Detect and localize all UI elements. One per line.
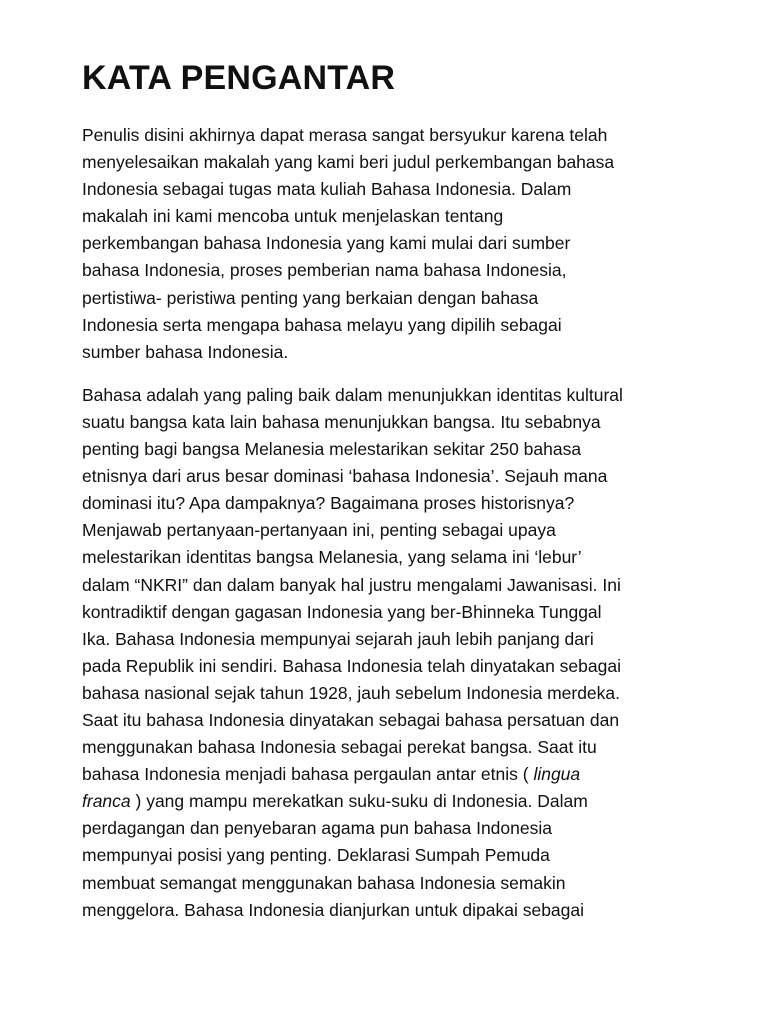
text-line: dalam “NKRI” dan dalam banyak hal justru mengalami Jawanisasi. Ini bbox=[82, 574, 621, 595]
paragraph-1 bbox=[82, 122, 708, 366]
text-line: penting bagi bangsa Melanesia melestarikan sekitar 250 bahasa bbox=[82, 439, 582, 460]
text-line: mempunyai posisi yang penting. Deklarasi Sumpah Pemuda bbox=[82, 845, 550, 866]
text-line: menyelesaikan makalah yang kami beri judul perkembangan bahasa bbox=[82, 152, 615, 173]
page-title: KATA PENGANTAR bbox=[82, 59, 396, 97]
text-line: makalah ini kami mencoba untuk menjelaskan tentang bbox=[82, 206, 504, 227]
text-line: perdagangan dan penyebaran agama pun bahasa Indonesia bbox=[82, 818, 552, 839]
text-segment: ) yang mampu merekatkan suku-suku di Indonesia. Dalam bbox=[130, 791, 588, 812]
text-line: dominasi itu? Apa dampaknya? Bagaimana proses historisnya? bbox=[82, 493, 575, 514]
text-segment: bahasa Indonesia menjadi bahasa pergaulan antar etnis ( bbox=[82, 764, 534, 785]
text-line-with-italic bbox=[82, 761, 708, 788]
paragraph-2 bbox=[82, 382, 708, 924]
text-line: Indonesia serta mengapa bahasa melayu yang dipilih sebagai bbox=[82, 314, 562, 335]
text-line: Ika. Bahasa Indonesia mempunyai sejarah jauh lebih panjang dari bbox=[82, 628, 594, 649]
text-line: Penulis disini akhirnya dapat merasa sangat bersyukur karena telah bbox=[82, 125, 608, 145]
text-line: perkembangan bahasa Indonesia yang kami mulai dari sumber bbox=[82, 233, 571, 254]
text-line: Indonesia sebagai tugas mata kuliah Bahasa Indonesia. Dalam bbox=[82, 179, 572, 200]
text-line: etnisnya dari arus besar dominasi ‘bahasa Indonesia’. Sejauh mana bbox=[82, 466, 608, 487]
text-line: membuat semangat menggunakan bahasa Indonesia semakin bbox=[82, 872, 566, 893]
text-line: melestarikan identitas bangsa Melanesia, yang selama ini ‘lebur’ bbox=[82, 547, 582, 568]
text-line: menggunakan bahasa Indonesia sebagai perekat bangsa. Saat itu bbox=[82, 737, 597, 758]
text-line: pada Republik ini sendiri. Bahasa Indonesia telah dinyatakan sebagai bbox=[82, 655, 621, 676]
text-line: bahasa Indonesia, proses pemberian nama bahasa Indonesia, bbox=[82, 260, 567, 281]
text-line: menggelora. Bahasa Indonesia dianjurkan untuk dipakai sebagai bbox=[82, 899, 585, 920]
text-line-with-italic bbox=[82, 788, 708, 815]
text-line: Bahasa adalah yang paling baik dalam menunjukkan identitas kultural bbox=[82, 384, 623, 405]
text-line: bahasa nasional sejak tahun 1928, jauh sebelum Indonesia merdeka. bbox=[82, 682, 621, 703]
italic-term: lingua bbox=[533, 764, 581, 785]
text-line: Saat itu bahasa Indonesia dinyatakan sebagai bahasa persatuan dan bbox=[82, 709, 620, 730]
italic-term: franca bbox=[82, 791, 131, 812]
text-line: sumber bahasa Indonesia. bbox=[82, 341, 289, 362]
text-line: Menjawab pertanyaan-pertanyaan ini, penting sebagai upaya bbox=[82, 520, 556, 541]
text-line: kontradiktif dengan gagasan Indonesia yang ber-Bhinneka Tunggal bbox=[82, 601, 602, 622]
text-line: pertistiwa- peristiwa penting yang berkaian dengan bahasa bbox=[82, 287, 539, 308]
text-line: suatu bangsa kata lain bahasa menunjukkan bangsa. Itu sebabnya bbox=[82, 411, 601, 432]
